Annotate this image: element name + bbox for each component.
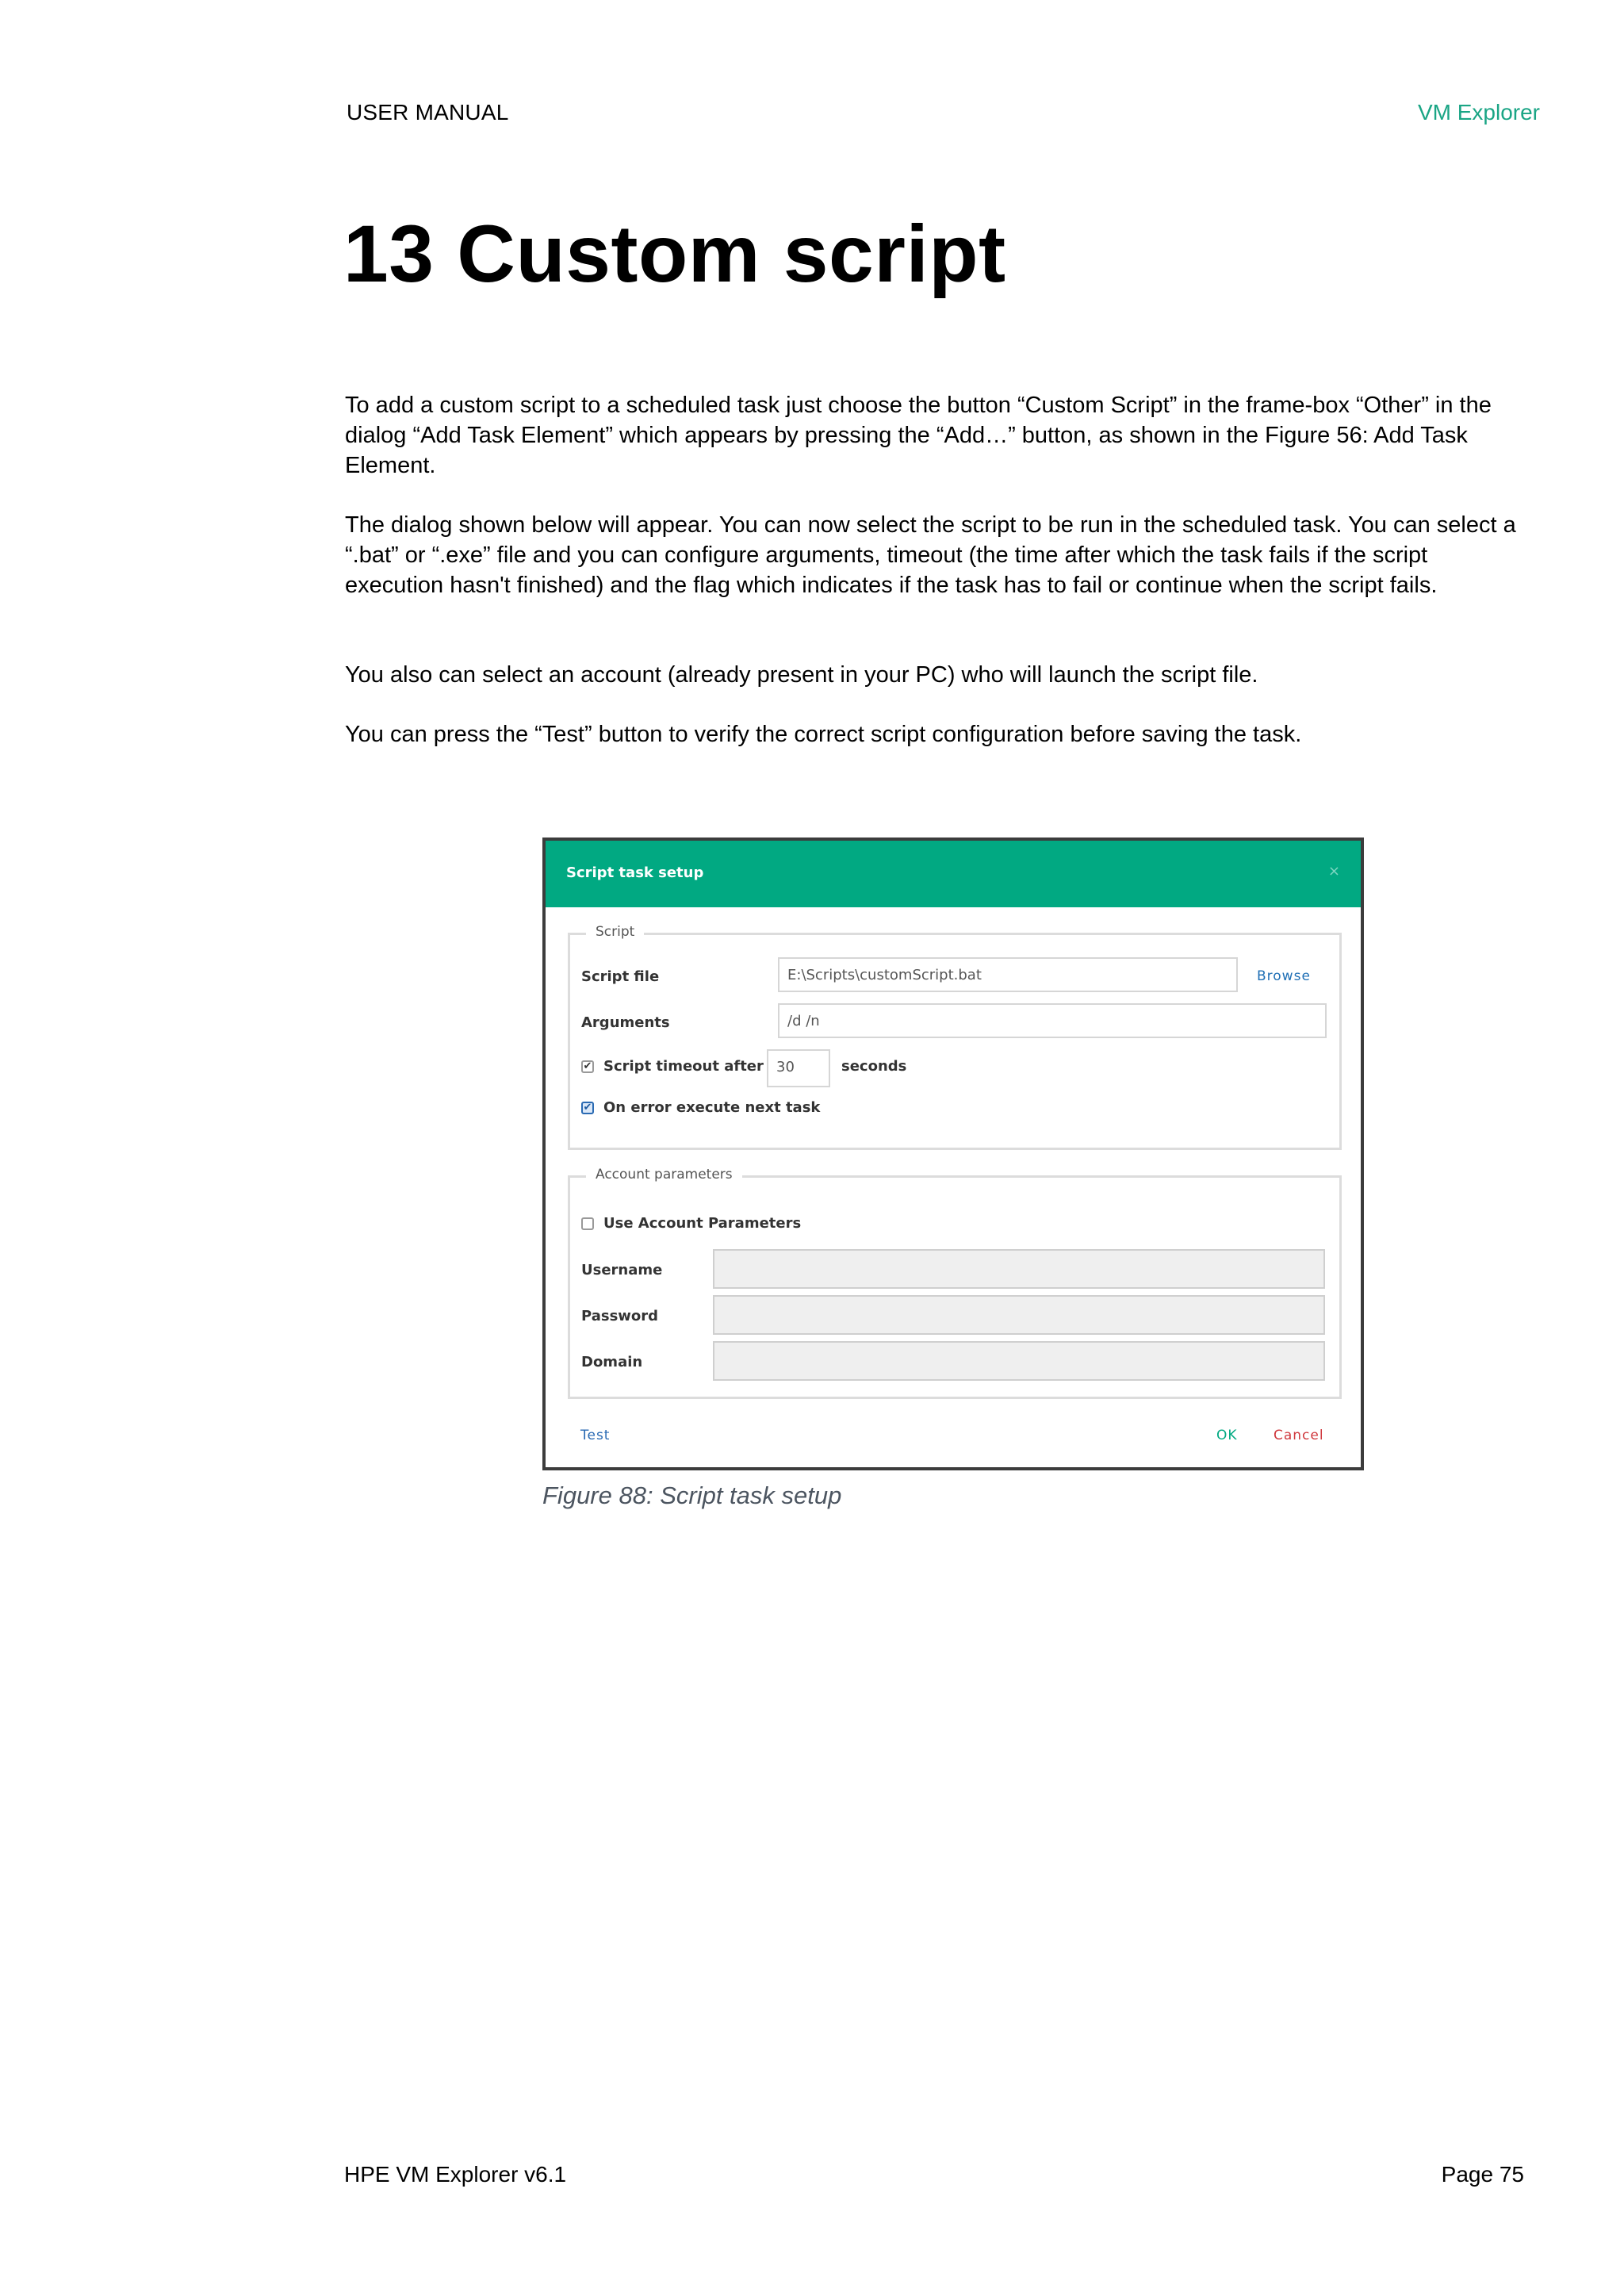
figure-caption: Figure 88: Script task setup	[542, 1481, 842, 1509]
use-account-checkbox[interactable]	[581, 1217, 594, 1230]
script-legend: Script	[586, 924, 644, 940]
timeout-input[interactable]: 30	[767, 1049, 830, 1087]
footer-product-version: HPE VM Explorer v6.1	[344, 2162, 567, 2187]
domain-label: Domain	[581, 1354, 643, 1370]
script-file-input[interactable]: E:\Scripts\customScript.bat	[778, 957, 1238, 992]
script-fieldset	[568, 924, 1342, 1150]
dialog-titlebar	[546, 841, 1361, 907]
paragraph-intro: To add a custom script to a scheduled task just choose the button “Custom Script” in the frame-box “Other” in the dialog “Add Task Element” which appears by pressing the “Add…” button, as shown in the Figure 56: Add Task Element.	[345, 393, 1492, 478]
test-button[interactable]: Test	[580, 1428, 611, 1443]
use-account-label: Use Account Parameters	[603, 1215, 802, 1232]
arguments-input[interactable]: /d /n	[778, 1003, 1327, 1038]
on-error-checkbox[interactable]: ✔	[581, 1102, 594, 1114]
footer-page-number: Page 75	[1441, 2162, 1524, 2187]
paragraph-account: You also can select an account (already present in your PC) who will launch the script file.	[345, 662, 1258, 688]
timeout-label: Script timeout after	[603, 1058, 764, 1075]
dialog-title: Script task setup	[566, 864, 704, 881]
username-label: Username	[581, 1262, 663, 1278]
paragraph-test: You can press the “Test” button to verify the correct script configuration before saving the task.	[345, 722, 1302, 747]
password-label: Password	[581, 1308, 659, 1324]
browse-button[interactable]: Browse	[1257, 968, 1311, 984]
domain-field[interactable]	[713, 1341, 1325, 1381]
header-product-name: VM Explorer	[1417, 100, 1540, 125]
header-manual-label: USER MANUAL	[347, 100, 509, 125]
script-file-label: Script file	[581, 968, 660, 985]
password-field[interactable]	[713, 1295, 1325, 1335]
script-task-setup-dialog	[542, 838, 1364, 1470]
arguments-label: Arguments	[581, 1014, 670, 1031]
timeout-unit-label: seconds	[841, 1058, 907, 1075]
on-error-label: On error execute next task	[603, 1099, 821, 1116]
page-title: 13 Custom script	[343, 209, 1006, 299]
ok-button[interactable]: OK	[1216, 1428, 1238, 1443]
paragraph-dialog-description: The dialog shown below will appear. You can now select the script to be run in the scheduled task. You can select a “.bat” or “.exe” file and you can configure arguments, timeout (the time after which the task fails if the script execution hasn't finished) and the flag which indicates if the task has to fail or continue when the script fails.	[345, 512, 1516, 598]
username-field[interactable]	[713, 1249, 1325, 1289]
close-icon[interactable]: ×	[1327, 863, 1340, 880]
cancel-button[interactable]: Cancel	[1274, 1428, 1324, 1443]
account-legend: Account parameters	[586, 1167, 742, 1182]
timeout-checkbox[interactable]: ✔	[581, 1060, 594, 1073]
account-fieldset	[568, 1167, 1342, 1399]
